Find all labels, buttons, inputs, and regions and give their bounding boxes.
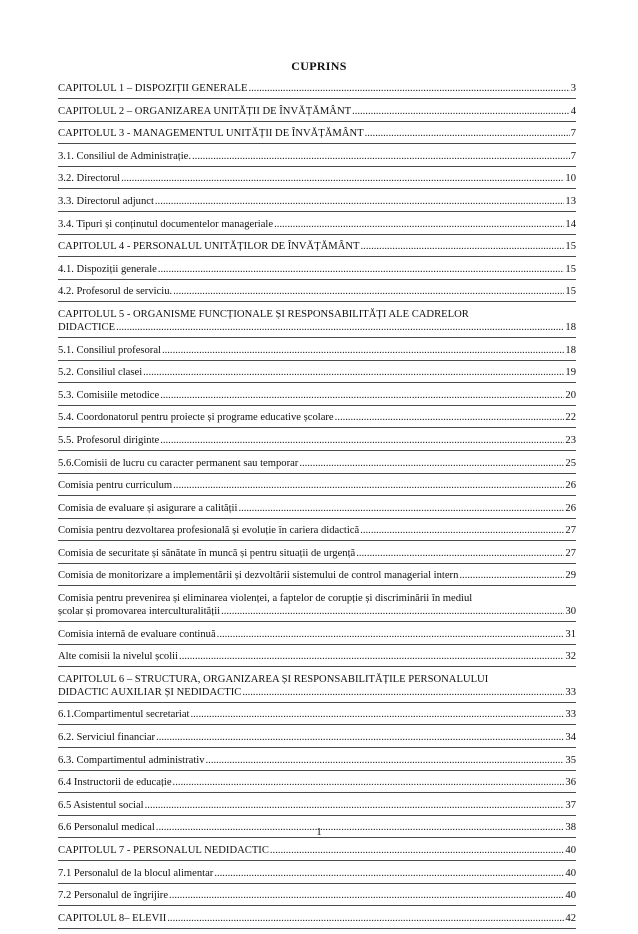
- toc-entry[interactable]: [58, 569, 576, 586]
- toc-entry-page: 40: [565, 867, 576, 879]
- toc-entry-page: 30: [565, 606, 576, 618]
- dot-leader: [191, 708, 565, 721]
- dot-leader: [206, 754, 565, 767]
- toc-entry-title: CAPITOLUL 1 – DISPOZIȚII GENERALE: [58, 83, 248, 94]
- dot-leader: [352, 105, 570, 118]
- toc-entry-line: [58, 754, 576, 767]
- dot-leader: [217, 628, 565, 641]
- toc-entry-line: [58, 605, 576, 618]
- toc-entry-title: 6.4 Instructorii de educație: [58, 777, 172, 789]
- toc-entry[interactable]: [58, 524, 576, 541]
- dot-leader: [145, 799, 565, 812]
- dot-leader: [249, 82, 570, 95]
- toc-entry-line: [58, 776, 576, 789]
- toc-entry[interactable]: [58, 867, 576, 884]
- toc-entry-page: 13: [565, 195, 576, 207]
- toc-entry[interactable]: [58, 547, 576, 564]
- dot-leader: [221, 605, 564, 618]
- toc-entry-title: 5.3. Comisiile metodice: [58, 389, 160, 401]
- toc-entry[interactable]: [58, 776, 576, 793]
- toc-entry-title: Comisia pentru dezvoltarea profesională și evoluție în cariera didactică: [58, 525, 360, 537]
- toc-entry-page: 38: [565, 822, 576, 834]
- toc-entry-page: 15: [565, 263, 576, 275]
- toc-entry-page: 7: [570, 128, 576, 140]
- toc-entry-title: 6.1.Compartimentul secretariat: [58, 709, 190, 721]
- toc-entry-page: 3: [570, 83, 576, 94]
- toc-entry[interactable]: [58, 479, 576, 496]
- toc-entry[interactable]: [58, 105, 576, 122]
- toc-entry-title: 5.1. Consiliul profesoral: [58, 344, 161, 356]
- toc-entry-page: 32: [565, 651, 576, 663]
- toc-entry[interactable]: [58, 502, 576, 519]
- toc-entry-title: CAPITOLUL 4 - PERSONALUL UNITĂȚILOR DE ÎNVĂȚĂMÂNT: [58, 241, 360, 253]
- toc-entry-line: [58, 524, 576, 537]
- dot-leader: [173, 285, 564, 298]
- toc-entry[interactable]: [58, 82, 576, 99]
- toc-entry-page: 18: [565, 344, 576, 356]
- table-of-contents: [58, 82, 576, 934]
- dot-leader: [156, 731, 564, 744]
- toc-entry[interactable]: [58, 172, 576, 189]
- toc-entry-page: 15: [565, 241, 576, 253]
- dot-leader: [155, 195, 565, 208]
- toc-entry-title: 5.4. Coordonatorul pentru proiecte și programe educative școlare: [58, 412, 334, 424]
- toc-entry-line: [58, 708, 576, 721]
- toc-entry-page: 37: [565, 799, 576, 811]
- toc-entry-page: 4: [570, 105, 576, 117]
- toc-entry-line: [58, 686, 576, 699]
- dot-leader: [116, 321, 564, 334]
- toc-entry-page: 26: [565, 480, 576, 492]
- toc-entry-title: Comisia de securitate și sănătate în muncă și pentru situații de urgență: [58, 547, 356, 559]
- toc-entry[interactable]: [58, 708, 576, 725]
- dot-leader: [173, 776, 565, 789]
- dot-leader: [179, 650, 564, 663]
- toc-entry[interactable]: [58, 457, 576, 474]
- toc-entry-title-line1: CAPITOLUL 6 – STRUCTURA, ORGANIZAREA ȘI RESPONSABILITĂȚILE PERSONALULUI: [58, 673, 489, 685]
- toc-entry-line: [58, 650, 576, 663]
- toc-entry-title: 6.2. Serviciul financiar: [58, 732, 156, 744]
- toc-entry-title: DIDACTIC AUXILIAR ȘI NEDIDACTIC: [58, 686, 242, 698]
- toc-entry[interactable]: [58, 592, 576, 622]
- toc-entry-title: 3.1. Consiliul de Administrație.: [58, 150, 192, 162]
- toc-entry[interactable]: [58, 218, 576, 235]
- dot-leader: [459, 569, 564, 582]
- dot-leader: [335, 411, 565, 424]
- toc-entry-line: [58, 502, 576, 515]
- dot-leader: [274, 218, 564, 231]
- toc-entry-title: CAPITOLUL 7 - PERSONALUL NEDIDACTIC: [58, 845, 269, 856]
- toc-entry[interactable]: [58, 411, 576, 428]
- toc-entry-page: 31: [565, 628, 576, 640]
- toc-entry-title: Alte comisii la nivelul școlii: [58, 651, 179, 663]
- dot-leader: [242, 686, 564, 699]
- toc-entry-title: DIDACTICE: [58, 321, 116, 333]
- toc-entry-page: 23: [565, 434, 576, 446]
- toc-entry-title: 7.2 Personalul de îngrijire: [58, 890, 169, 902]
- dot-leader: [270, 844, 565, 857]
- toc-entry[interactable]: [58, 285, 576, 302]
- page-number: 1: [316, 826, 322, 838]
- toc-entry-line: [58, 411, 576, 424]
- toc-entry-page: 34: [565, 732, 576, 744]
- toc-entry-title: 3.4. Tipuri și conținutul documentelor manageriale: [58, 218, 274, 230]
- toc-entry-line: [58, 240, 576, 253]
- toc-entry-title: 6.3. Compartimentul administrativ: [58, 754, 205, 766]
- toc-entry[interactable]: [58, 673, 576, 703]
- toc-entry-line: [58, 150, 576, 163]
- toc-entry[interactable]: [58, 344, 576, 361]
- toc-entry-title: 6.6 Personalul medical: [58, 822, 155, 834]
- toc-entry-page: 14: [565, 218, 576, 230]
- toc-entry[interactable]: [58, 912, 576, 929]
- toc-entry[interactable]: [58, 150, 576, 167]
- toc-entry-page: 40: [565, 845, 576, 856]
- dot-leader: [162, 344, 564, 357]
- toc-entry-line: [58, 105, 576, 118]
- toc-entry-page: 15: [565, 286, 576, 298]
- toc-entry-line: [58, 263, 576, 276]
- toc-entry-title: CAPITOLUL 3 - MANAGEMENTUL UNITĂȚII DE ÎNVĂȚĂMÂNT: [58, 128, 364, 140]
- toc-entry-title: CAPITOLUL 8– ELEVII: [58, 912, 167, 924]
- toc-entry[interactable]: [58, 731, 576, 748]
- toc-entry-page: 27: [565, 525, 576, 537]
- dot-leader: [299, 457, 564, 470]
- toc-entry-title: 6.5 Asistentul social: [58, 799, 144, 811]
- toc-entry-title: 5.5. Profesorul diriginte: [58, 434, 160, 446]
- toc-entry-line: [58, 628, 576, 641]
- toc-entry-title: Comisia de evaluare și asigurare a calității: [58, 502, 238, 514]
- toc-entry-title: CAPITOLUL 2 – ORGANIZAREA UNITĂȚII DE ÎNVĂȚĂMÂNT: [58, 105, 352, 117]
- toc-entry-title: 4.2. Profesorul de serviciu.: [58, 286, 173, 298]
- toc-entry[interactable]: [58, 799, 576, 816]
- toc-entry-title: Comisia pentru curriculum: [58, 480, 173, 492]
- toc-entry-line: [58, 731, 576, 744]
- dot-leader: [365, 127, 570, 140]
- toc-entry[interactable]: [58, 240, 576, 257]
- toc-entry[interactable]: [58, 389, 576, 406]
- toc-entry-page: 35: [565, 754, 576, 766]
- toc-entry-line: [58, 457, 576, 470]
- toc-entry-page: 19: [565, 367, 576, 379]
- toc-entry[interactable]: [58, 628, 576, 645]
- dot-leader: [214, 867, 564, 880]
- toc-entry[interactable]: [58, 754, 576, 771]
- toc-entry[interactable]: [58, 889, 576, 906]
- toc-entry-line: [58, 569, 576, 582]
- toc-entry-line: [58, 321, 576, 334]
- toc-entry-title: școlar și promovarea interculturalității: [58, 606, 221, 618]
- toc-entry-line: [58, 479, 576, 492]
- dot-leader: [160, 434, 564, 447]
- toc-entry[interactable]: [58, 195, 576, 212]
- toc-entry-line: [58, 82, 576, 95]
- page-title: CUPRINS: [291, 59, 347, 73]
- dot-leader: [173, 479, 564, 492]
- toc-entry-title: 5.6.Comisii de lucru cu caracter permanent sau temporar: [58, 457, 299, 469]
- toc-entry-page: 25: [565, 457, 576, 469]
- dot-leader: [360, 524, 564, 537]
- toc-entry-line: [58, 172, 576, 185]
- toc-entry-title: 4.1. Dispoziții generale: [58, 263, 157, 275]
- toc-entry-page: 10: [565, 173, 576, 185]
- toc-entry-line: [58, 344, 576, 357]
- toc-entry[interactable]: [58, 650, 576, 667]
- toc-entry-line: [58, 844, 576, 857]
- dot-leader: [143, 366, 564, 379]
- toc-entry-line: [58, 366, 576, 379]
- dot-leader: [356, 547, 564, 560]
- toc-entry-title-line1: CAPITOLUL 5 - ORGANISME FUNCȚIONALE ȘI RESPONSABILITĂȚI ALE CADRELOR: [58, 308, 469, 320]
- toc-entry-page: 40: [565, 890, 576, 902]
- dot-leader: [169, 889, 564, 902]
- toc-entry[interactable]: [58, 844, 576, 861]
- toc-entry[interactable]: [58, 308, 576, 338]
- dot-leader: [361, 240, 565, 253]
- toc-entry-line: [58, 547, 576, 560]
- toc-entry-line: [58, 127, 576, 140]
- toc-entry-line: [58, 285, 576, 298]
- toc-entry-line: [58, 218, 576, 231]
- toc-entry-line: [58, 434, 576, 447]
- dot-leader: [192, 150, 570, 163]
- toc-entry-line: [58, 389, 576, 402]
- toc-entry-title: 7.1 Personalul de la blocul alimentar: [58, 867, 214, 879]
- toc-entry[interactable]: [58, 366, 576, 383]
- dot-leader: [160, 389, 564, 402]
- toc-entry[interactable]: [58, 127, 576, 144]
- toc-entry-page: 33: [565, 686, 576, 698]
- toc-entry-title: Comisia de monitorizare a implementării și dezvoltării sistemului de control managerial intern: [58, 570, 459, 582]
- toc-entry-line: [58, 867, 576, 880]
- toc-entry-page: 29: [565, 570, 576, 582]
- toc-entry-line: [58, 799, 576, 812]
- dot-leader: [121, 172, 564, 185]
- toc-entry-title: 3.2. Directorul: [58, 173, 121, 185]
- toc-entry-line: [58, 195, 576, 208]
- toc-entry[interactable]: [58, 263, 576, 280]
- toc-entry-line: [58, 912, 576, 925]
- toc-entry-page: 33: [565, 709, 576, 721]
- toc-entry-page: 7: [570, 150, 576, 162]
- toc-entry-title-line1: Comisia pentru prevenirea și eliminarea violenței, a faptelor de corupție și discriminării în mediul: [58, 593, 473, 605]
- toc-entry-page: 18: [565, 321, 576, 333]
- toc-entry-title: Comisia internă de evaluare continuă: [58, 628, 216, 640]
- toc-entry-page: 42: [565, 912, 576, 924]
- toc-entry-page: 26: [565, 502, 576, 514]
- toc-entry-page: 22: [565, 412, 576, 424]
- dot-leader: [158, 263, 565, 276]
- toc-entry-page: 36: [565, 777, 576, 789]
- toc-entry[interactable]: [58, 434, 576, 451]
- dot-leader: [238, 502, 564, 515]
- dot-leader: [167, 912, 564, 925]
- toc-entry-line: [58, 889, 576, 902]
- toc-entry-title: 3.3. Directorul adjunct: [58, 195, 154, 207]
- toc-entry-title: 5.2. Consiliul clasei: [58, 367, 143, 379]
- toc-entry-page: 27: [565, 547, 576, 559]
- toc-entry-page: 20: [565, 389, 576, 401]
